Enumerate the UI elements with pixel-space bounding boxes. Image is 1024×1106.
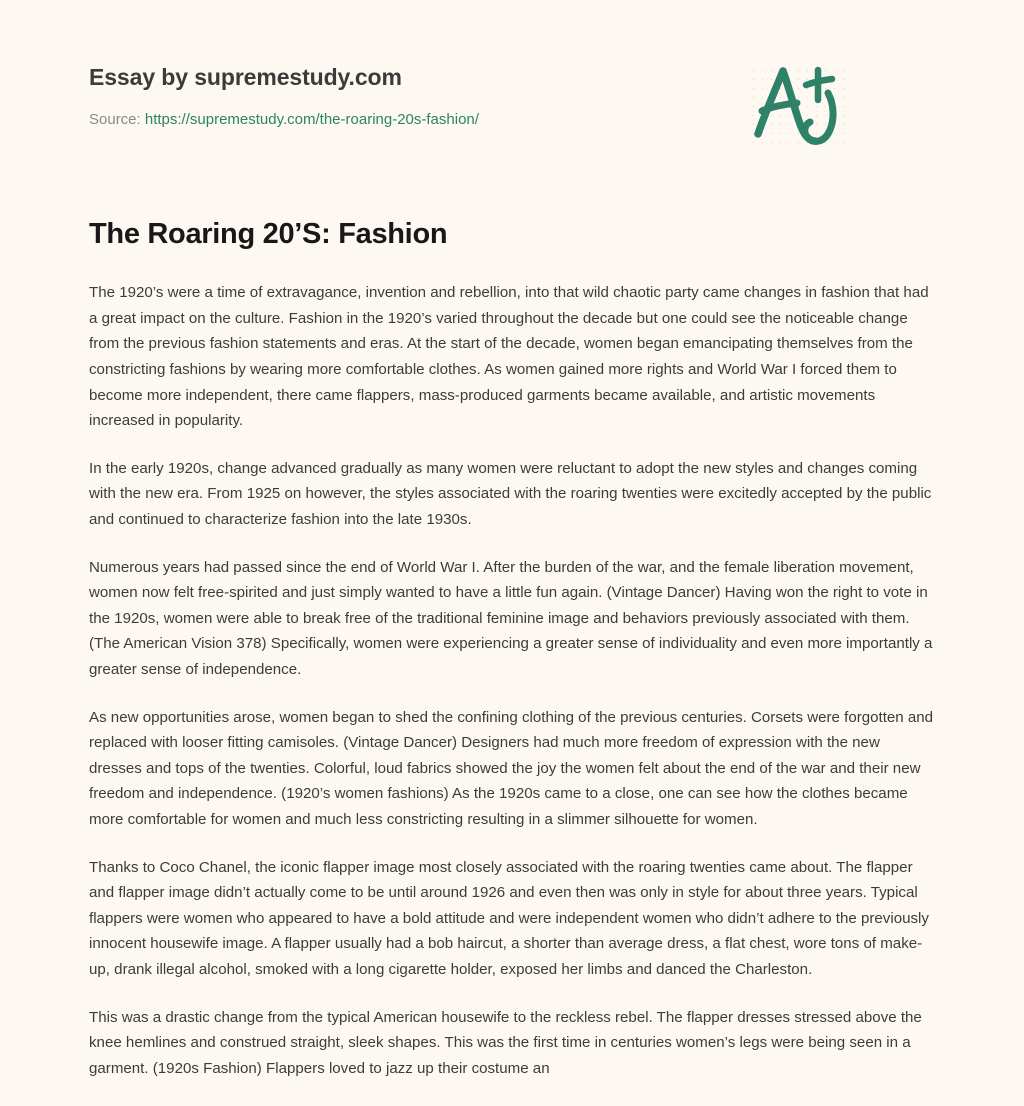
page-title: The Roaring 20’S: Fashion: [89, 218, 448, 250]
article-body: [89, 252, 935, 1081]
paragraph: As new opportunities arose, women began to shed the confining clothing of the previous centuries. Corsets were forgotten and replaced with looser fitting camisoles. (Vintage Dancer) Designers had much more freedom of expression with the new dresses and tops of the twenties. Colorful, loud fabrics showed the joy the women felt about the end of the war and their new freedom and independence. (1920’s women fashions) As the 1920s came to a close, one can see how the clothes became more comfortable for women and much less constricting resulting in a slimmer silhouette for women.: [89, 708, 934, 828]
paragraph: In the early 1920s, change advanced gradually as many women were reluctant to adopt the new styles and changes coming with the new era. From 1925 on however, the styles associated with the roaring twenties were excitedly accepted by the public and continued to characterize fashion into the late 1930s.: [89, 459, 932, 528]
a-plus-icon: [731, 48, 863, 160]
paragraph: This was a drastic change from the typical American housewife to the reckless rebel. The flapper dresses stressed above the knee hemlines and construed straight, sleek shapes. This was the first time in centuries women’s legs were being seen in a garment. (1920s Fashion) Flappers loved to jazz up their costume an: [89, 1008, 922, 1077]
source-label: Source:: [89, 110, 141, 128]
source-url-link[interactable]: https://supremestudy.com/the-roaring-20s-fashion/: [144, 110, 479, 128]
paragraph: Numerous years had passed since the end of World War I. After the burden of the war, and the female liberation movement, women now felt free-spirited and just simply wanted to have a little fun again. (Vintage Dancer) Having won the right to vote in the 1920s, women were able to break free of the traditional feminine image and behaviors previously associated with them. (The American Vision 378) Specifically, women were experiencing a greater sense of individuality and even more importantly a greater sense of independence.: [89, 558, 933, 678]
paragraph: Thanks to Coco Chanel, the iconic flapper image most closely associated with the roaring twenties came about. The flapper and flapper image didn’t actually come to be until around 1926 and even then was only in style for about three years. Typical flappers were women who appeared to have a bold attitude and were independent women who didn’t adhere to the previously innocent housewife image. A flapper usually had a bob haircut, a shorter than average dress, a flat chest, wore tons of make-up, drank illegal alcohol, smoked with a long cigarette holder, exposed her limbs and danced the Charleston.: [89, 858, 929, 978]
document-header: [89, 0, 935, 128]
essay-byline: Essay by supremestudy.com: [89, 64, 402, 90]
paragraph: The 1920’s were a time of extravagance, invention and rebellion, into that wild chaotic party came changes in fashion that had a great impact on the culture. Fashion in the 1920’s varied throughout the decade but one could see the noticeable change from the previous fashion statements and eras. At the start of the decade, women began emancipating themselves from the constricting fashions by wearing more comfortable clothes. As women gained more rights and World War I forced them to become more independent, there came flappers, mass-produced garments became available, and artistic movements increased in popularity.: [89, 284, 929, 430]
supremestudy-logo[interactable]: [731, 48, 863, 160]
